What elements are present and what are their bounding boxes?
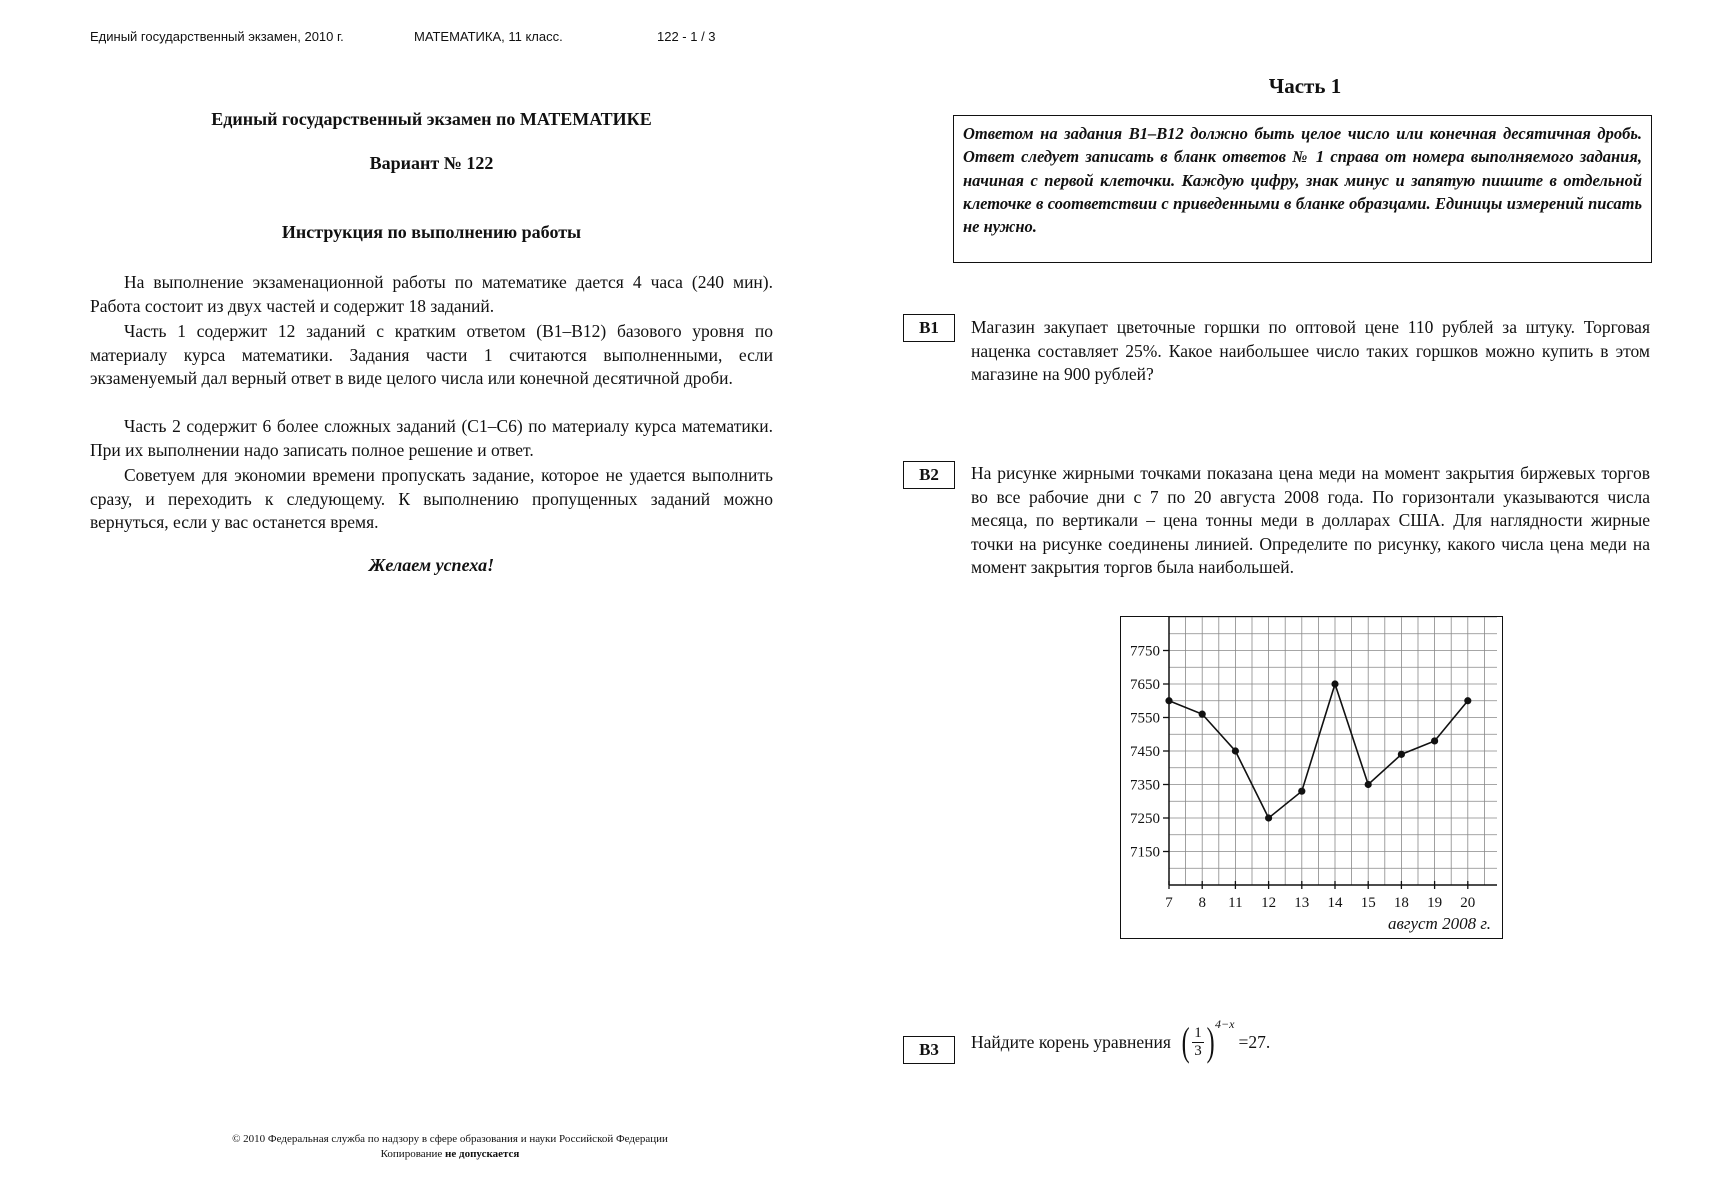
exam-title: Единый государственный экзамен по МАТЕМАТИКЕ: [211, 109, 652, 129]
data-point: [1398, 751, 1405, 758]
good-luck-text: Желаем успеха!: [368, 555, 495, 575]
header-page: 122 - 1 / 3: [657, 29, 716, 44]
b2-label: B2: [903, 461, 955, 489]
instructions-title: Инструкция по выполнению работы: [281, 222, 582, 242]
y-tick-label: 7450: [1130, 744, 1160, 760]
copyright-line: © 2010 Федеральная служба по надзору в сфере образования и науки Российской Федерации: [232, 1133, 668, 1145]
right-paren: ): [1206, 1019, 1215, 1064]
data-point: [1165, 697, 1172, 704]
fraction-denominator: 3: [1194, 1042, 1202, 1059]
y-tick-label: 7250: [1130, 811, 1160, 827]
x-tick-label: 13: [1294, 895, 1310, 911]
exponent: 4−x: [1215, 1016, 1235, 1031]
part-1-title: Часть 1: [1268, 74, 1342, 98]
data-point: [1365, 781, 1372, 788]
data-point: [1464, 697, 1471, 704]
x-tick-label: 11: [1228, 895, 1243, 911]
left-paren: (: [1181, 1019, 1190, 1064]
x-axis-label: август 2008 г.: [1387, 914, 1491, 933]
x-tick-label: 20: [1460, 895, 1476, 911]
x-tick-label: 8: [1198, 895, 1206, 911]
data-point: [1199, 711, 1206, 718]
instructions-paragraph-2: Часть 1 содержит 12 заданий с кратким ответом (B1–B12) базового уровня по материалу курса математики. Задания части 1 считаются выполненными, если экзаменуемый дал верный ответ в виде целого числа или конечной десятичной дроби.: [90, 321, 773, 388]
variant-title: Вариант № 122: [369, 153, 494, 173]
instructions-paragraph-3: Часть 2 содержит 6 более сложных заданий (C1–C6) по материалу курса математики. При их выполнении надо записать полное решение и ответ.: [90, 416, 773, 460]
b3-equation: [971, 1016, 1271, 1064]
x-tick-label: 19: [1427, 895, 1443, 911]
data-point: [1331, 680, 1338, 687]
copying-bold: не допускается: [445, 1148, 520, 1160]
data-point: [1232, 747, 1239, 754]
x-tick-label: 15: [1360, 895, 1376, 911]
y-tick-label: 7550: [1130, 710, 1160, 727]
x-tick-label: 12: [1261, 895, 1277, 911]
data-point: [1298, 788, 1305, 795]
instructions-paragraph-4: Советуем для экономии времени пропускать задание, которое не удается выполнить сразу, и переходить к следующему. К выполнению пропущенных заданий можно вернуться, если у вас останется время.: [90, 465, 773, 532]
copying-prefix: Копирование: [380, 1148, 446, 1160]
data-point: [1265, 814, 1272, 821]
y-tick-label: 7350: [1130, 777, 1160, 794]
copying-line: [140, 1147, 760, 1162]
fraction: [1192, 1025, 1204, 1060]
copper-price-chart: [1120, 616, 1503, 939]
b3-text: Найдите корень уравнения: [971, 1031, 1171, 1052]
data-point: [1431, 737, 1438, 744]
b1-label: B1: [903, 314, 955, 342]
chart-svg: [1121, 617, 1501, 937]
b3-label: B3: [903, 1036, 955, 1064]
x-tick-label: 7: [1165, 895, 1173, 911]
b1-text: Магазин закупает цветочные горшки по оптовой цене 110 рублей за штуку. Торговая наценка составляет 25%. Какое наибольшее число таких горшков можно купить в этом магазине на 900 рублей?: [971, 317, 1650, 384]
equation-rhs: =27.: [1238, 1031, 1271, 1052]
answer-notice: Ответом на задания B1–B12 должно быть целое число или конечная десятичная дробь. Ответ следует записать в бланк ответов № 1 справа от номера выполняемого задания, начиная с первой клеточки. Каждую цифру, знак минус и запятую пишите в отдельной клеточке в соответствии с приведенными в бланке образцами. Единицы измерений писать не нужно.: [953, 115, 1652, 263]
y-tick-label: 7750: [1130, 643, 1160, 660]
header-exam: Единый государственный экзамен, 2010 г.: [90, 29, 344, 44]
x-tick-label: 14: [1327, 895, 1343, 911]
fraction-numerator: 1: [1194, 1024, 1202, 1041]
b2-text: На рисунке жирными точками показана цена меди на момент закрытия биржевых торгов во все рабочие дни с 7 по 20 августа 2008 года. По горизонтали указываются числа месяца, по вертикали – цена тонны меди в долларах США. Для наглядности жирные точки на рисунке соединены линией. Определите по рисунку, какого числа цена меди на момент закрытия торгов была наибольшей.: [971, 463, 1650, 577]
y-tick-label: 7150: [1130, 844, 1160, 861]
y-tick-label: 7650: [1130, 677, 1160, 693]
header-subject: МАТЕМАТИКА, 11 класс.: [414, 29, 563, 44]
x-tick-label: 18: [1393, 895, 1409, 911]
instructions-paragraph-1: На выполнение экзаменационной работы по математике дается 4 часа (240 мин). Работа состоит из двух частей и содержит 18 заданий.: [90, 272, 773, 316]
